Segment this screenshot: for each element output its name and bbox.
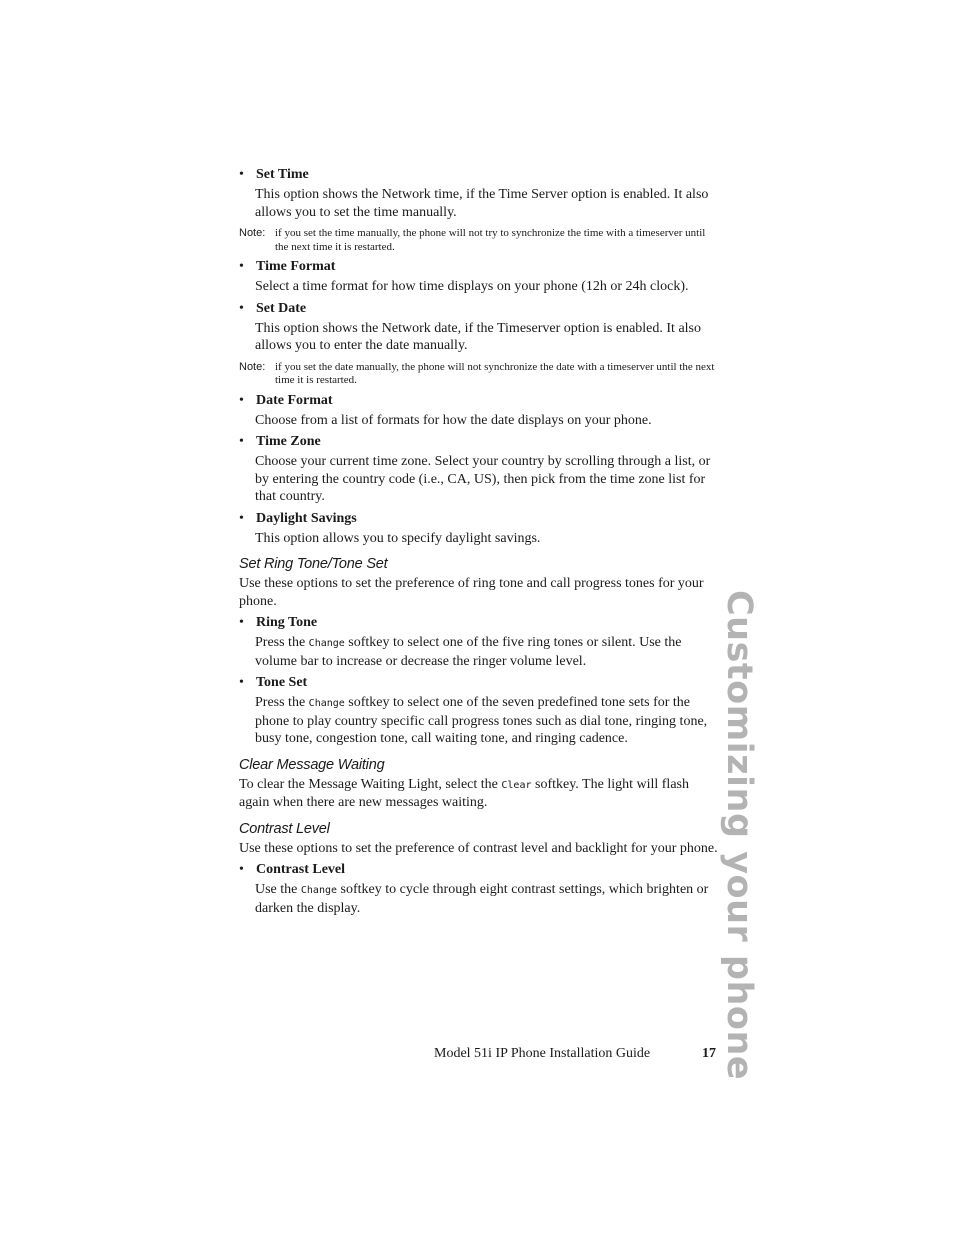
section-intro: Use these options to set the preference of ring tone and call progress tones for your phone.: [239, 576, 704, 609]
item-title: • Time Zone: [239, 433, 719, 451]
item-time-format: [239, 258, 719, 296]
item-set-time: [239, 166, 719, 221]
note-label: Note:: [239, 227, 266, 239]
softkey-label: Change: [300, 885, 338, 896]
softkey-label: Change: [308, 638, 345, 649]
page-number: 17: [702, 1046, 716, 1061]
text-part: softkey to select one of the five ring tones or silent. Use the volume bar to increase or decrease the ringer volume level.: [255, 635, 682, 669]
item-text: Choose your current time zone. Select your country by scrolling through a list, or by entering the country code (i.e., CA, US), then pick from the time zone list for that country.: [255, 454, 711, 504]
page-footer: [434, 1045, 716, 1063]
item-tone-set: [239, 674, 719, 748]
text-part: softkey. The light will flash again when there are new messages waiting.: [239, 776, 689, 810]
item-text: Choose from a list of formats for how the date displays on your phone.: [255, 412, 652, 428]
footer-title: Model 51i IP Phone Installation Guide: [434, 1046, 651, 1061]
item-title: • Ring Tone: [239, 614, 719, 632]
section-heading-clear-message: Clear Message Waiting: [239, 756, 385, 773]
item-title: • Daylight Savings: [239, 510, 719, 528]
softkey-label: Change: [308, 698, 345, 709]
text-part: softkey to select one of the seven predefined tone sets for the phone to play country specific call progress tones such as dial tone, ringing tone, busy tone, congestion tone, call waiting tone, and ringing cadence.: [255, 695, 708, 746]
item-title: • Tone Set: [239, 674, 719, 692]
chapter-tab-label: Customizing your phone: [719, 590, 759, 1081]
item-contrast-level: [239, 861, 719, 917]
item-daylight-savings: [239, 510, 719, 548]
item-title: • Contrast Level: [239, 861, 719, 879]
section-intro: Use these options to set the preference of contrast level and backlight for your phone.: [239, 840, 718, 856]
text-part: softkey to cycle through eight contrast settings, which brighten or darken the display.: [255, 882, 709, 916]
item-date-format: [239, 392, 719, 430]
note-set-date: [239, 361, 719, 388]
text-part: Press the: [255, 635, 309, 650]
text-part: To clear the Message Waiting Light, select the: [239, 776, 502, 792]
item-text: [239, 881, 719, 917]
text-part: Press the: [255, 695, 309, 710]
item-text: Select a time format for how time displays on your phone (12h or 24h clock).: [255, 279, 689, 294]
chapter-side-tab: [719, 590, 770, 1081]
item-text: [239, 634, 719, 670]
text-part: Use the: [255, 882, 301, 897]
item-text: This option shows the Network date, if the Timeserver option is enabled. It also allows you to enter the date manually.: [255, 320, 701, 353]
item-text: [239, 694, 719, 748]
section-text: [239, 776, 719, 812]
item-text: This option shows the Network time, if the Time Server option is enabled. It also allows you to set the time manually.: [255, 187, 709, 220]
item-title: • Set Time: [239, 166, 719, 184]
note-text: if you set the date manually, the phone will not synchronize the date with a timeserver until the next time it is restarted.: [275, 360, 715, 386]
note-label: Note:: [239, 360, 266, 373]
item-time-zone: [239, 433, 719, 506]
item-text: This option allows you to specify daylight savings.: [255, 530, 541, 546]
section-heading-contrast: Contrast Level: [239, 820, 330, 837]
item-ring-tone: [239, 614, 719, 670]
item-title: • Set Date: [239, 300, 719, 318]
item-title: • Date Format: [239, 392, 719, 410]
section-heading-ring-tone: Set Ring Tone/Tone Set: [239, 556, 388, 572]
note-set-time: [239, 227, 719, 254]
note-text: if you set the time manually, the phone will not try to synchronize the time with a timeserver until the next time it is restarted.: [275, 227, 706, 253]
page-content: [239, 162, 719, 921]
softkey-label: Clear: [501, 779, 532, 791]
item-title: • Time Format: [239, 258, 719, 276]
item-set-date: [239, 300, 719, 355]
